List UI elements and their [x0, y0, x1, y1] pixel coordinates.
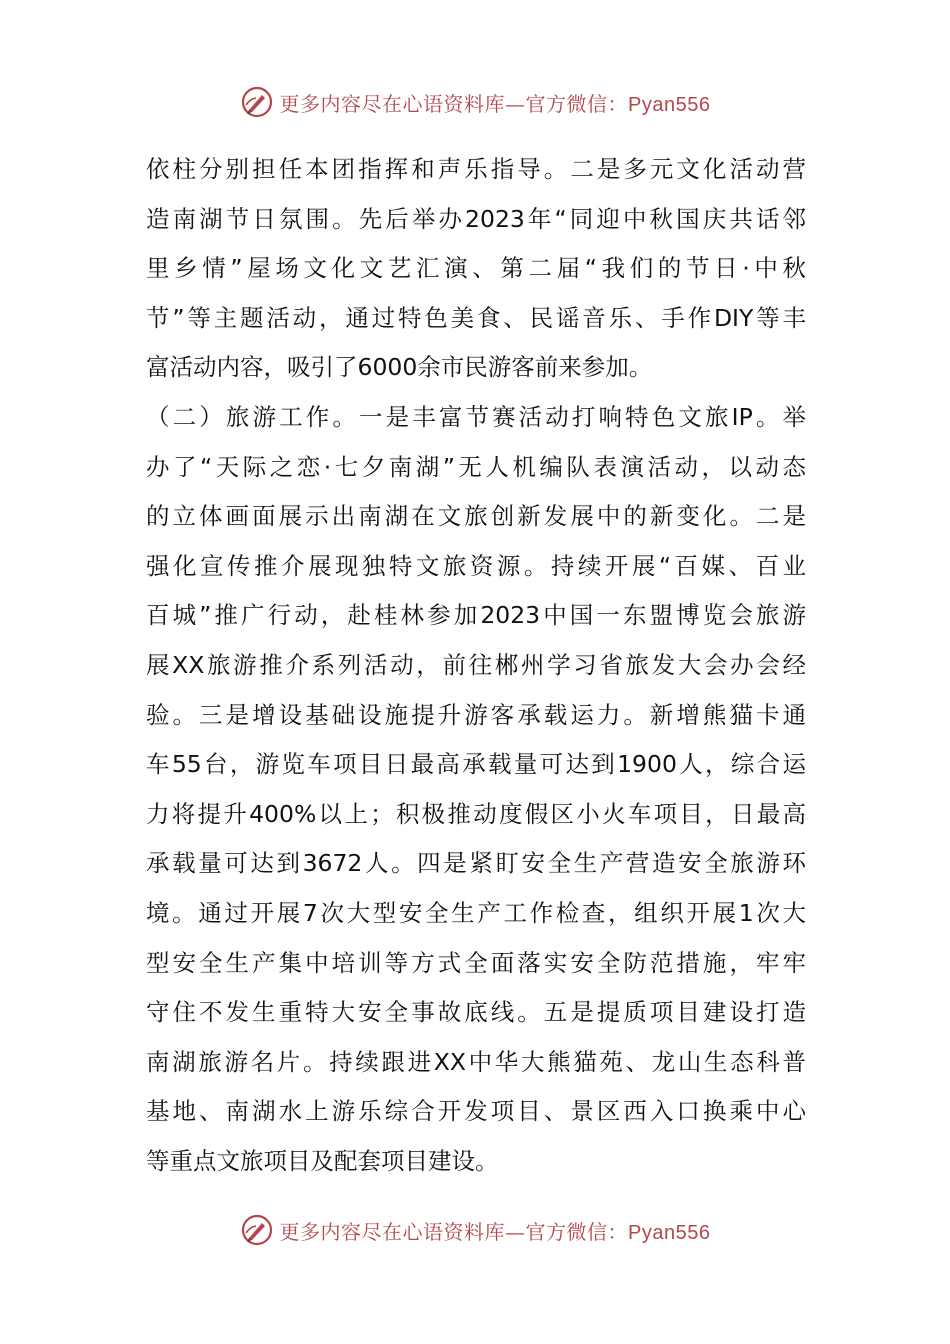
body-line: 里乡情”屋场文化文艺汇演、第二届“我们的节日·中秋 [146, 254, 806, 283]
watermark-wechat-id: Pyan556 [628, 93, 711, 116]
body-line: 承载量可达到3672人。四是紧盯安全生产营造安全旅游环 [146, 849, 806, 878]
body-line: 力将提升400%以上；积极推动度假区小火车项目，日最高 [146, 799, 806, 828]
body-line: 基地、南湖水上游乐综合开发项目、景区西入口换乘中心 [146, 1097, 806, 1126]
watermark-site-text: 更多内容尽在心语资料库—官方微信： [279, 91, 629, 116]
body-line: 验。三是增设基础设施提升游客承载运力。新增熊猫卡通 [146, 700, 806, 729]
body-line: 富活动内容，吸引了6000余市民游客前来参加。 [146, 353, 653, 382]
body-line: 节”等主题活动，通过特色美食、民谣音乐、手作DIY等丰 [146, 303, 806, 332]
body-line: 型安全生产集中培训等方式全面落实安全防范措施，牢牢 [146, 948, 806, 977]
watermark-site-text: 更多内容尽在心语资料库—官方微信： [279, 1219, 629, 1244]
watermark-text [280, 88, 711, 117]
document-body [146, 145, 806, 1186]
body-line: 境。通过开展7次大型安全生产工作检查，组织开展1次大 [146, 898, 806, 927]
pen-circle-logo-icon [240, 1213, 274, 1247]
body-line: 百城”推广行动，赴桂林参加2023中国一东盟博览会旅游 [146, 601, 806, 630]
body-line: 车55台，游览车项目日最高承载量可达到1900人，综合运 [146, 750, 806, 779]
body-line: （二）旅游工作。一是丰富节赛活动打响特色文旅IP。举 [146, 402, 806, 431]
body-line: 等重点文旅项目及配套项目建设。 [146, 1146, 499, 1175]
body-line: 造南湖节日氛围。先后举办2023年“同迎中秋国庆共话邻 [146, 204, 806, 233]
body-line: 守住不发生重特大安全事故底线。五是提质项目建设打造 [146, 998, 806, 1027]
header-watermark [0, 82, 950, 122]
body-line: 的立体画面展示出南湖在文旅创新发展中的新变化。二是 [146, 502, 806, 531]
watermark-wechat-id: Pyan556 [628, 1221, 711, 1244]
body-line: 南湖旅游名片。持续跟进XX中华大熊猫苑、龙山生态科普 [146, 1047, 806, 1076]
body-line: 依柱分别担任本团指挥和声乐指导。二是多元文化活动营 [146, 155, 806, 183]
watermark-text [280, 1216, 711, 1245]
body-line: 办了“天际之恋·七夕南湖”无人机编队表演活动，以动态 [146, 452, 806, 481]
pen-circle-logo-icon [240, 85, 274, 119]
body-line: 强化宣传推介展现独特文旅资源。持续开展“百媒、百业 [146, 551, 806, 580]
footer-watermark [0, 1210, 950, 1250]
body-line: 展XX旅游推介系列活动，前往郴州学习省旅发大会办会经 [146, 650, 806, 679]
